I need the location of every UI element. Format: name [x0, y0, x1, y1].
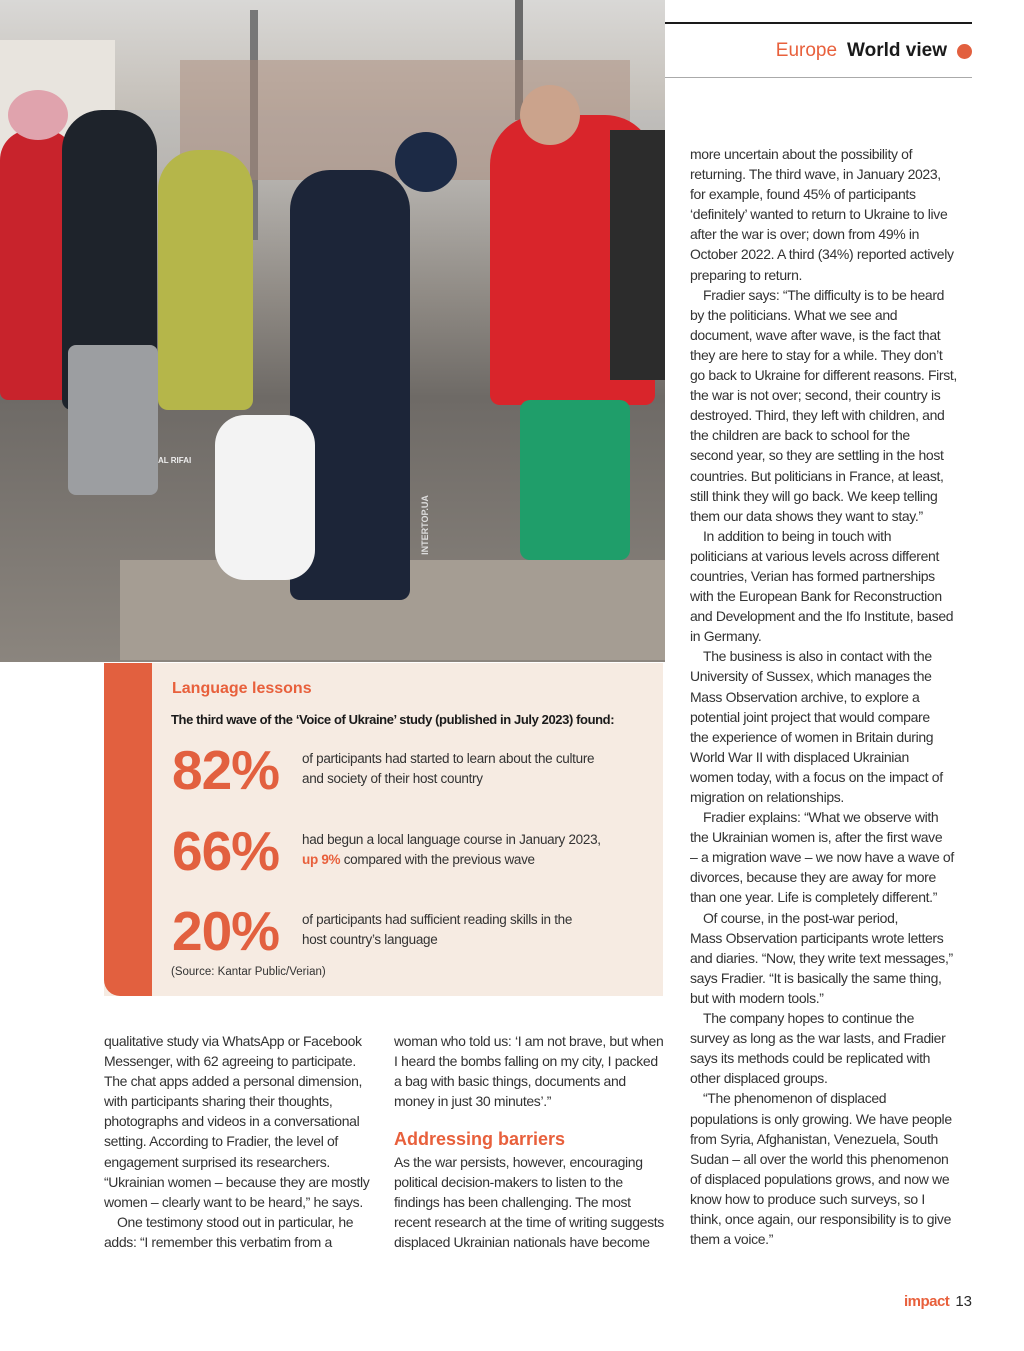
text-line: engagement surprised its researchers.: [104, 1153, 330, 1170]
text-line: more uncertain about the possibility of: [690, 146, 913, 162]
text-line: The business is also in contact with the: [703, 648, 932, 665]
stat-description: [302, 830, 601, 870]
text-line: a bag with basic things, documents and: [394, 1073, 626, 1090]
text-line: them a voice.”: [690, 1231, 774, 1248]
text-line: potential joint project that would compare: [690, 708, 930, 725]
text-line: document, wave after wave, is the fact that: [690, 326, 941, 343]
text-line: photographs and videos in a conversational: [104, 1113, 360, 1130]
stat-value: 66%: [172, 820, 280, 882]
stat-description: [302, 910, 572, 950]
page-number: 13: [955, 1293, 972, 1310]
bag-label: INTERTOP.UA: [419, 495, 430, 555]
text-line: other displaced groups.: [690, 1070, 828, 1087]
text-line: Fradier explains: “What we observe with: [703, 809, 939, 826]
text-line: think, once again, our responsibility is to give: [690, 1210, 952, 1227]
text-line: women – clearly want to be heard,” he says.: [104, 1193, 363, 1210]
text-line: money in just 30 minutes’.”: [394, 1093, 552, 1110]
text-line: and Development and the Ifo Institute, based: [690, 608, 954, 625]
text-line: adds: “I remember this verbatim from a: [104, 1233, 332, 1250]
stat-line: compared with the previous wave: [340, 852, 535, 867]
stat-line: of participants had started to learn about the culture: [302, 751, 595, 766]
text-line: Mass Observation archive, to explore a: [690, 688, 920, 705]
text-line: still think they will go back. We keep telling: [690, 487, 938, 504]
header-rule-top: [665, 22, 972, 24]
text-line: by the politicians. What we see and: [690, 306, 898, 323]
suitcase-label: AL RIFAI: [158, 456, 192, 465]
text-line: the children are back to school for the: [690, 427, 910, 444]
text-line: than one year. Life is completely different.”: [690, 889, 938, 906]
dot-icon: [957, 44, 972, 59]
section-header: [776, 40, 972, 62]
text-line: the Ukrainian women is, after the first wave: [690, 829, 943, 846]
text-line: October 2022. A third (34%) reported actively: [690, 246, 954, 263]
text-line: The company hopes to continue the: [703, 1010, 915, 1027]
stat-line: of participants had sufficient reading skills in the: [302, 912, 573, 927]
text-line: politicians at various levels across different: [690, 547, 939, 564]
text-line: second year, so they are settling in the host: [690, 447, 944, 464]
text-line: they are here to stay for a while. They don’t: [690, 346, 943, 363]
text-line: for example, found 45% of participants: [690, 186, 916, 203]
text-line: destroyed. Third, they left with children, and: [690, 407, 945, 424]
text-line: displaced Ukrainian nationals have become: [394, 1234, 650, 1251]
text-line: women today, with a focus on the impact of: [690, 768, 943, 785]
text-line: migration on relationships.: [690, 789, 844, 805]
text-line: know how to produce such surveys, so I: [690, 1190, 925, 1207]
text-line: says its methods could be replicated with: [690, 1050, 931, 1067]
text-line: returning. The third wave, in January 2023,: [690, 166, 941, 183]
box-accent-bar: [104, 663, 152, 996]
stat-line: host country’s language: [302, 932, 438, 947]
text-line: divorces, because they are away for more: [690, 869, 936, 886]
text-line: qualitative study via WhatsApp or Facebook: [104, 1033, 362, 1049]
text-line: countries. But politicians in France, at least,: [690, 467, 944, 484]
stat-line: and society of their host country: [302, 771, 483, 786]
left-column: [104, 1031, 369, 1252]
text-line: Messenger, with 62 agreeing to participate.: [104, 1053, 356, 1070]
middle-column-top: [394, 1031, 663, 1111]
box-subtitle: The third wave of the ‘Voice of Ukraine’ study (published in July 2023) found:: [171, 712, 615, 727]
text-line: – a migration wave – we now have a wave of: [690, 849, 954, 866]
text-line: but with modern tools.”: [690, 989, 824, 1006]
text-line: University of Sussex, which manages the: [690, 668, 932, 685]
text-line: and diaries. “Now, they write text messages,”: [690, 949, 953, 966]
stat-highlight: up 9%: [302, 852, 341, 867]
section-name: Europe: [775, 40, 838, 61]
header-rule-bottom: [665, 77, 972, 78]
box-source: (Source: Kantar Public/Verian): [171, 966, 326, 978]
text-line: Sudan – all over the world this phenomenon: [690, 1150, 949, 1167]
section-title: World view: [847, 40, 947, 61]
text-line: “Ukrainian women – because they are mostly: [104, 1173, 370, 1190]
text-line: after the war is over; down from 49% in: [690, 226, 920, 243]
text-line: “The phenomenon of displaced: [703, 1090, 887, 1107]
text-line: recent research at the time of writing suggests: [394, 1214, 664, 1231]
refugees-photo: [0, 0, 665, 662]
text-line: survey as long as the war lasts, and Fradier: [690, 1030, 946, 1047]
text-line: political decision-makers to listen to the: [394, 1174, 623, 1191]
stat-value: 82%: [172, 739, 280, 801]
text-line: them our data shows they want to stay.”: [690, 507, 923, 524]
stat-value: 20%: [172, 900, 280, 962]
text-line: In addition to being in touch with: [703, 527, 892, 544]
text-line: Fradier says: “The difficulty is to be heard: [703, 286, 945, 303]
text-line: go back to Ukraine for different reasons. First,: [690, 367, 957, 384]
text-line: the experience of women in Britain during: [690, 728, 934, 745]
text-line: Of course, in the post-war period,: [703, 909, 899, 926]
text-line: populations is only growing. We have people: [690, 1110, 952, 1127]
box-title: Language lessons: [172, 680, 312, 697]
text-line: with the European Bank for Reconstruction: [690, 588, 942, 605]
text-line: One testimony stood out in particular, he: [117, 1213, 354, 1230]
text-line: preparing to return.: [690, 266, 803, 283]
text-line: with participants sharing their thoughts,: [104, 1093, 333, 1110]
text-line: Mass Observation participants wrote letters: [690, 929, 944, 946]
middle-column-bottom: [394, 1152, 664, 1252]
text-line: in Germany.: [690, 628, 762, 645]
text-line: setting. According to Fradier, the level of: [104, 1133, 338, 1150]
text-line: woman who told us: ‘I am not brave, but when: [394, 1033, 664, 1049]
text-line: I heard the bombs falling on my city, I packed: [394, 1053, 658, 1070]
text-line: says Fradier. “It is basically the same thing,: [690, 969, 942, 986]
text-line: As the war persists, however, encouraging: [394, 1154, 643, 1170]
text-line: from Syria, Afghanistan, Venezuela, South: [690, 1130, 938, 1147]
text-line: countries, Verian has formed partnerships: [690, 567, 935, 584]
text-line: findings has been challenging. The most: [394, 1194, 631, 1211]
text-line: ‘definitely’ wanted to return to Ukraine to live: [690, 206, 948, 223]
section-heading: Addressing barriers: [394, 1129, 566, 1149]
page-footer: [904, 1293, 972, 1310]
text-line: of displaced populations grows, and now we: [690, 1170, 950, 1187]
stat-line: had begun a local language course in January 2023,: [302, 832, 601, 847]
text-line: The chat apps added a personal dimension,: [104, 1073, 363, 1090]
magazine-logo: impact: [903, 1293, 950, 1310]
text-line: World War II with displaced Ukrainian: [690, 748, 909, 765]
text-line: the war is not over; second, their country is: [690, 387, 941, 404]
stat-description: [302, 749, 594, 789]
right-column: [690, 144, 957, 1249]
